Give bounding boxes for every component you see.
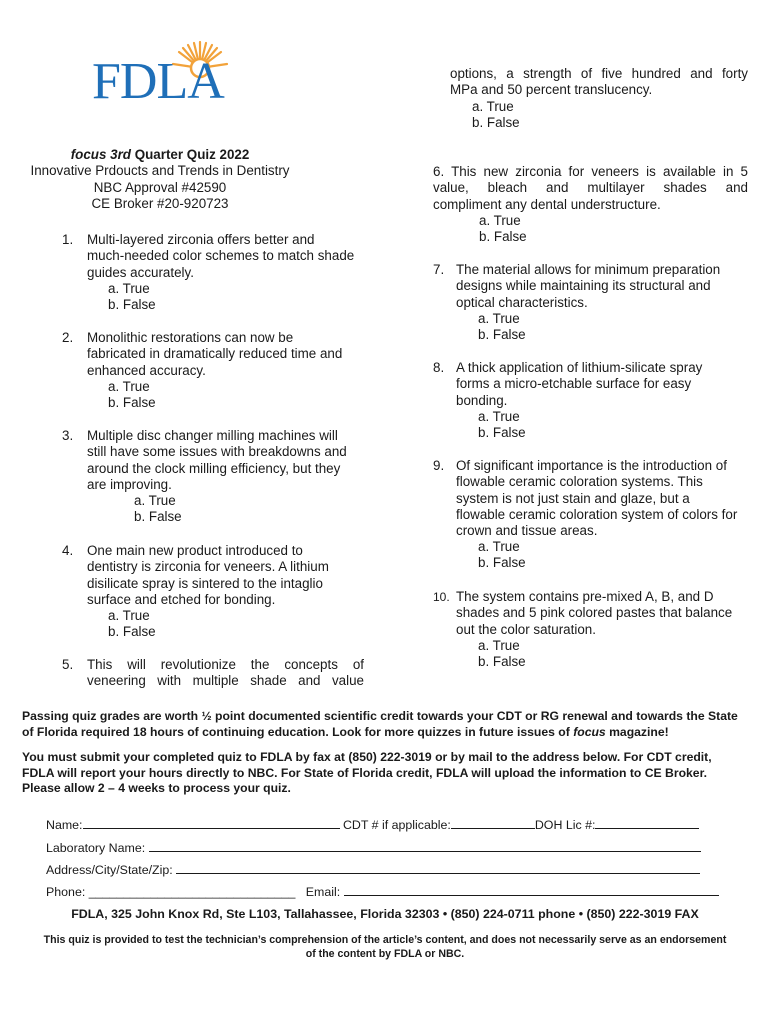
submission-notice: You must submit your completed quiz to FDLA by fax at (850) 222-3019 or by mail to the address below. For CDT credit, FDLA will report your hours directly to NBC. For State of Florida credit, FDLA will upload the information to CE Broker. Please allow 2 – 4 weeks to process your quiz. bbox=[22, 750, 712, 795]
doh-label: DOH Lic #: bbox=[534, 818, 596, 832]
logo-text: FDLA bbox=[92, 53, 224, 110]
page-title: focus 3rd Quarter Quiz 2022 bbox=[70, 147, 250, 162]
cdt-label: CDT # if applicable: bbox=[342, 818, 451, 832]
credit-notice: Passing quiz grades are worth ½ point documented scientific credit towards your CDT or RG renewal and towards the State of Florida required 18 hours of continuing education. Look for more quizzes in future issues of focus magazine! bbox=[22, 709, 738, 739]
option-false[interactable]: b. False bbox=[134, 509, 182, 524]
option-true[interactable]: a. True bbox=[478, 311, 520, 326]
option-false[interactable]: b. False bbox=[478, 654, 526, 669]
option-true[interactable]: a. True bbox=[478, 409, 520, 424]
cdt-field[interactable] bbox=[451, 816, 535, 829]
option-false[interactable]: b. False bbox=[108, 297, 156, 312]
option-true[interactable]: a. True bbox=[478, 638, 520, 653]
option-true[interactable]: a. True bbox=[108, 608, 150, 623]
email-label: Email: bbox=[305, 885, 341, 899]
disclaimer: This quiz is provided to test the technician’s comprehension of the article’s content, and does not necessarily serve as an endorsement of the content by FDLA or NBC. bbox=[43, 934, 727, 960]
option-false[interactable]: b. False bbox=[479, 229, 527, 244]
option-false[interactable]: b. False bbox=[472, 115, 520, 130]
option-false[interactable]: b. False bbox=[478, 327, 526, 342]
option-true[interactable]: a. True bbox=[479, 213, 521, 228]
address-field[interactable] bbox=[176, 861, 700, 874]
name-label: Name: bbox=[46, 818, 83, 832]
fdla-logo bbox=[92, 40, 242, 112]
option-true[interactable]: a. True bbox=[108, 281, 150, 296]
nbc-approval: NBC Approval #42590 bbox=[93, 179, 227, 195]
option-true[interactable]: a. True bbox=[108, 379, 150, 394]
ce-broker: CE Broker #20-920723 bbox=[91, 195, 229, 211]
option-true[interactable]: a. True bbox=[478, 539, 520, 554]
fdla-address: FDLA, 325 John Knox Rd, Ste L103, Tallahassee, Florida 32303 • (850) 224-0711 phone • (850) 222-3019 FAX bbox=[71, 907, 699, 921]
name-row bbox=[46, 816, 699, 833]
option-false[interactable]: b. False bbox=[478, 555, 526, 570]
option-false[interactable]: b. False bbox=[478, 425, 526, 440]
lab-row bbox=[46, 839, 701, 856]
address-label: Address/City/State/Zip: bbox=[46, 863, 173, 877]
name-field[interactable] bbox=[83, 816, 340, 829]
lab-label: Laboratory Name: bbox=[46, 841, 146, 855]
option-true[interactable]: a. True bbox=[134, 493, 176, 508]
doh-field[interactable] bbox=[595, 816, 699, 829]
option-false[interactable]: b. False bbox=[108, 624, 156, 639]
subtitle: Innovative Prdoucts and Trends in Dentistry bbox=[30, 163, 290, 179]
contact-row bbox=[46, 883, 719, 900]
address-row bbox=[46, 861, 700, 878]
phone-label[interactable]: Phone: ______________________________ bbox=[46, 885, 296, 899]
option-false[interactable]: b. False bbox=[108, 395, 156, 410]
email-field[interactable] bbox=[344, 883, 719, 896]
option-true[interactable]: a. True bbox=[472, 99, 514, 114]
lab-field[interactable] bbox=[149, 839, 701, 852]
quiz-header bbox=[20, 147, 300, 212]
